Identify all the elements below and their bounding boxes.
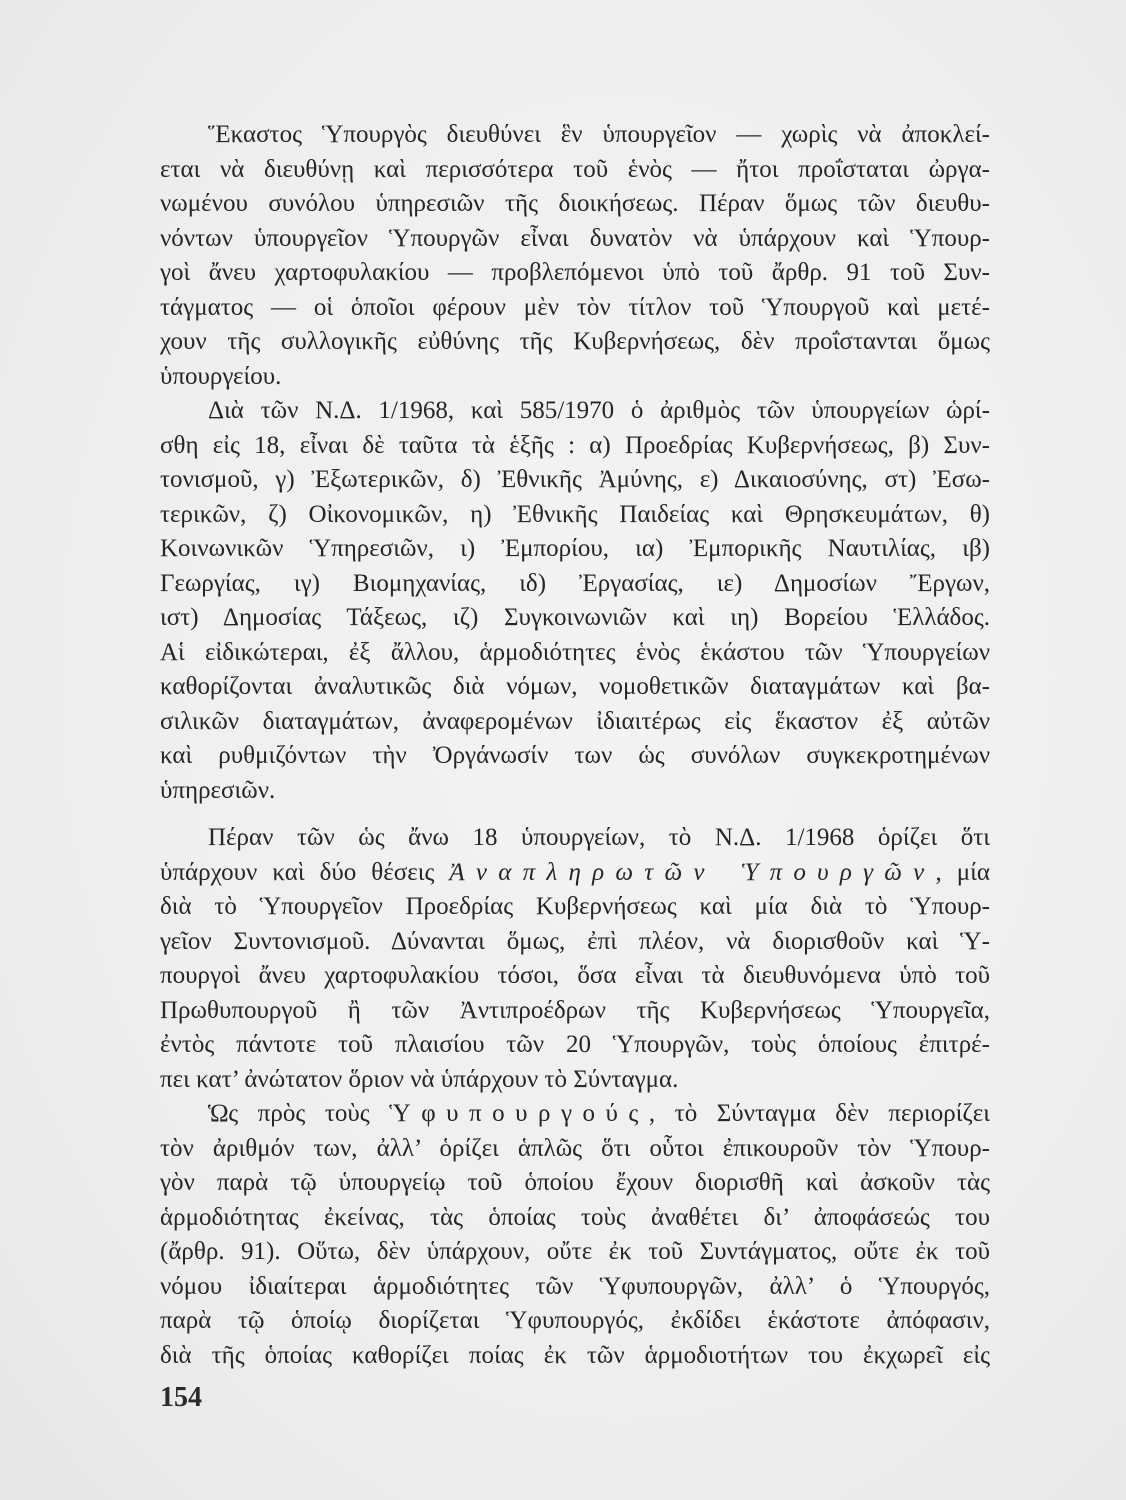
paragraph-4 — [160, 1097, 990, 1373]
text-line: χουν τῆς συλλογικῆς εὐθύνης τῆς Κυβερνήσεως, δὲν προΐστανται ὅμως — [160, 328, 990, 355]
text-line: παρὰ τῷ ὁποίῳ διορίζεται Ὑφυπουργός, ἐκδίδει ἑκάστοτε ἀπόφασιν, — [160, 1307, 990, 1334]
page-number: 154 — [160, 1382, 202, 1413]
text-line: νωμένου συνόλου ὑπηρεσιῶν τῆς διοικήσεως. Πέραν ὅμως τῶν διευθυ- — [160, 190, 990, 217]
text-line: σθη εἰς 18, εἶναι δὲ ταῦτα τὰ ἑξῆς : α) Προεδρίας Κυβερνήσεως, β) Συν- — [160, 431, 990, 459]
text-line: πει κατ’ ἀνώτατον ὅριον νὰ ὑπάρχουν τὸ Σύνταγμα. — [160, 1065, 679, 1093]
text-segment: ὑπάρχουν καὶ δύο θέσεις — [160, 858, 450, 886]
text-line: Πέραν τῶν ὡς ἄνω 18 ὑπουργείων, τὸ Ν.Δ. 1/1968 ὁρίζει ὅτι — [208, 824, 990, 851]
text-line: ὑπηρεσιῶν. — [160, 776, 276, 804]
paragraph-1 — [160, 118, 990, 394]
text-line: Διὰ τῶν Ν.Δ. 1/1968, καὶ 585/1970 ὁ ἀριθμὸς τῶν ὑπουργείων ὡρί- — [208, 397, 990, 424]
paragraph-3 — [160, 821, 990, 1097]
text-line: εται νὰ διευθύνῃ καὶ περισσότερα τοῦ ἑνὸς — ἤτοι προΐσταται ὠργα- — [160, 155, 990, 183]
text-line — [160, 1097, 990, 1132]
text-line: Ἕκαστος Ὑπουργὸς διευθύνει ἓν ὑπουργεῖον — χωρὶς νὰ ἀποκλεί- — [208, 121, 990, 148]
text-line: Αἱ εἰδικώτεραι, ἐξ ἄλλου, ἁρμοδιότητες ἑνὸς ἑκάστου τῶν Ὑπουργείων — [160, 638, 990, 666]
text-line: καὶ ρυθμιζόντων τὴν Ὀργάνωσίν των ὡς συνόλων συγκεκροτημένων — [160, 742, 990, 769]
text-line: Κοινωνικῶν Ὑπηρεσιῶν, ι) Ἐμπορίου, ια) Ἐμπορικῆς Ναυτιλίας, ιβ) — [160, 535, 990, 562]
text-line: νόντων ὑπουργεῖον Ὑπουργῶν εἶναι δυνατὸν νὰ ὑπάρχουν καὶ Ὑπουρ- — [160, 224, 990, 252]
text-line: καθορίζονται ἀναλυτικῶς διὰ νόμων, νομοθετικῶν διαταγμάτων καὶ βα- — [160, 673, 990, 700]
text-line: τὸν ἀριθμόν των, ἀλλ’ ὁρίζει ἁπλῶς ὅτι οὗτοι ἐπικουροῦν τὸν Ὑπουρ- — [160, 1134, 990, 1162]
text-line: γοὶ ἄνευ χαρτοφυλακίου — προβλεπόμενοι ὑπὸ τοῦ ἄρθρ. 91 τοῦ Συν- — [160, 259, 990, 286]
text-segment: , τὸ Σύνταγμα δὲν περιορίζει — [648, 1100, 990, 1127]
body-text — [160, 118, 990, 1373]
paragraph-2 — [160, 394, 990, 808]
text-line — [160, 856, 990, 891]
text-line: σιλικῶν διαταγμάτων, ἀναφερομένων ἰδιαιτέρως εἰς ἕκαστον ἐξ αὐτῶν — [160, 707, 990, 735]
text-line: πουργοὶ ἄνευ χαρτοφυλακίου τόσοι, ὅσα εἶναι τὰ διευθυνόμενα ὑπὸ τοῦ — [160, 962, 990, 989]
text-line: διὰ τῆς ὁποίας καθορίζει ποίας ἐκ τῶν ἁρμοδιοτήτων του ἐκχωρεῖ εἰς — [160, 1341, 990, 1369]
text-line: Πρωθυπουργοῦ ἢ τῶν Ἀντιπροέδρων τῆς Κυβερνήσεως Ὑπουργεῖα, — [160, 996, 990, 1024]
text-line: τάγματος — οἱ ὁποῖοι φέρουν μὲν τὸν τίτλον τοῦ Ὑπουργοῦ καὶ μετέ- — [160, 293, 990, 321]
text-segment: Ὡς πρὸς τοὺς — [208, 1100, 390, 1127]
emphasized-term: Ἀναπληρωτῶν Ὑπουργῶν — [449, 858, 936, 886]
text-line: ιστ) Δημοσίας Τάξεως, ιζ) Συγκοινωνιῶν καὶ ιη) Βορείου Ἑλλάδος. — [160, 604, 990, 631]
text-line: ὑπουργείου. — [160, 362, 282, 390]
text-line: ἁρμοδιότητας ἐκείνας, τὰς ὁποίας τοὺς ἀναθέτει δι’ ἀποφάσεώς του — [160, 1203, 990, 1231]
text-line: νόμου ἰδιαίτεραι ἁρμοδιότητες τῶν Ὑφυπουργῶν, ἀλλ’ ὁ Ὑπουργός, — [160, 1272, 990, 1300]
text-line: γὸν παρὰ τῷ ὑπουργείῳ τοῦ ὁποίου ἔχουν διορισθῆ καὶ ἀσκοῦν τὰς — [160, 1169, 990, 1196]
text-line: τερικῶν, ζ) Οἰκονομικῶν, η) Ἐθνικῆς Παιδείας καὶ Θρησκευμάτων, θ) — [160, 500, 990, 528]
text-line: Γεωργίας, ιγ) Βιομηχανίας, ιδ) Ἐργασίας, ιε) Δημοσίων Ἔργων, — [160, 569, 990, 597]
text-line: τονισμοῦ, γ) Ἐξωτερικῶν, δ) Ἐθνικῆς Ἀμύνης, ε) Δικαιοσύνης, στ) Ἐσω- — [160, 466, 990, 493]
text-line: διὰ τὸ Ὑπουργεῖον Προεδρίας Κυβερνήσεως καὶ μία διὰ τὸ Ὑπουρ- — [160, 893, 990, 920]
emphasized-term: Ὑφυπουργούς — [389, 1100, 649, 1127]
text-line: (ἄρθρ. 91). Οὕτω, δὲν ὑπάρχουν, οὔτε ἐκ τοῦ Συντάγματος, οὔτε ἐκ τοῦ — [160, 1238, 990, 1265]
text-line: γεῖον Συντονισμοῦ. Δύνανται ὅμως, ἐπὶ πλέον, νὰ διορισθοῦν καὶ Ὑ- — [160, 927, 990, 955]
text-segment: , μία — [935, 858, 990, 886]
text-line: ἐντὸς πάντοτε τοῦ πλαισίου τῶν 20 Ὑπουργῶν, τοὺς ὁποίους ἐπιτρέ- — [160, 1031, 990, 1058]
